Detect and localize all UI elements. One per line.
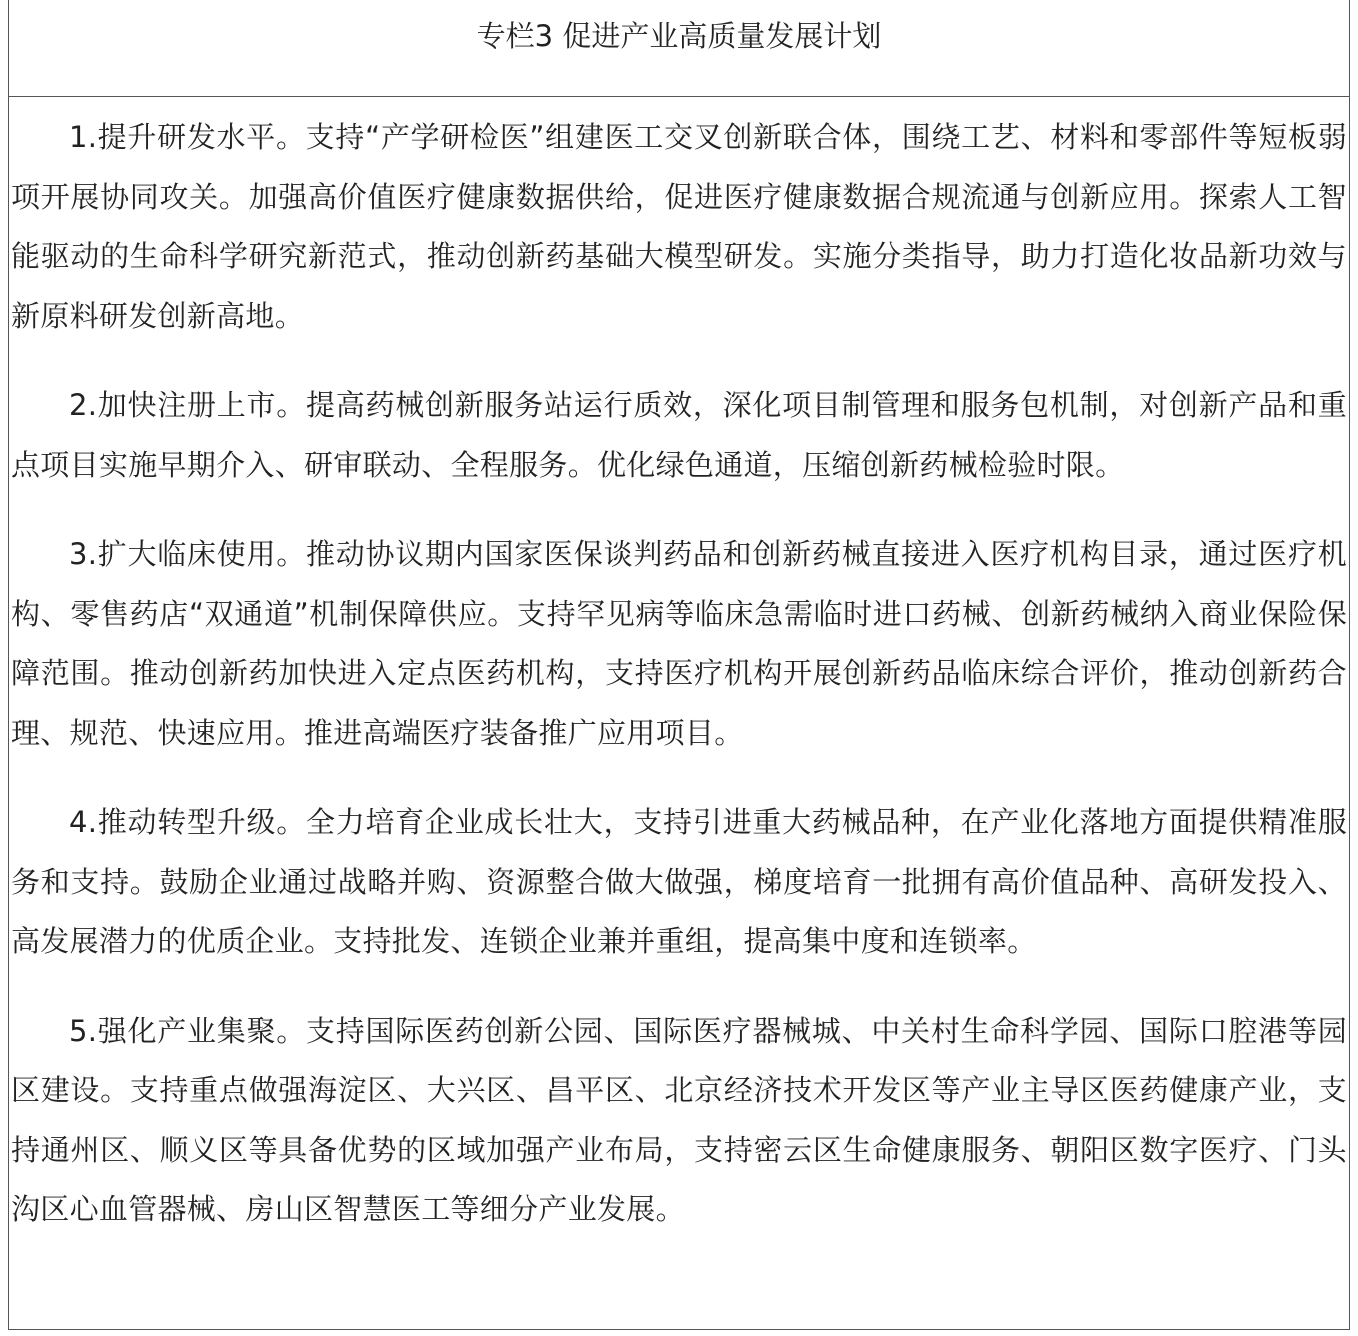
box-body [9, 108, 1349, 1240]
paragraph-industry-cluster: 5.强化产业集聚。支持国际医药创新公园、国际医疗器械城、中关村生命科学园、国际口腔港等园区建设。支持重点做强海淀区、大兴区、昌平区、北京经济技术开发区等产业主导区医药健康产业，支持通州区、顺义区等具备优势的区域加强产业布局，支持密云区生命健康服务、朝阳区数字医疗、门头沟区心血管器械、房山区智慧医工等细分产业发展。 [11, 1013, 1347, 1226]
paragraph-registration: 2.加快注册上市。提高药械创新服务站运行质效，深化项目制管理和服务包机制，对创新产品和重点项目实施早期介入、研审联动、全程服务。优化绿色通道，压缩创新药械检验时限。 [11, 388, 1347, 482]
box-title: 专栏3 促进产业高质量发展计划 [9, 0, 1349, 97]
paragraph-transformation: 4.推动转型升级。全力培育企业成长壮大，支持引进重大药械品种，在产业化落地方面提供精准服务和支持。鼓励企业通过战略并购、资源整合做大做强，梯度培育一批拥有高价值品种、高研发投入、高发展潜力的优质企业。支持批发、连锁企业兼并重组，提高集中度和连锁率。 [11, 805, 1347, 958]
column-box [8, 0, 1350, 1330]
paragraph-clinical-use: 3.扩大临床使用。推动协议期内国家医保谈判药品和创新药械直接进入医疗机构目录，通过医疗机构、零售药店“双通道”机制保障供应。支持罕见病等临床急需临时进口药械、创新药械纳入商业保险保障范围。推动创新药加快进入定点医药机构，支持医疗机构开展创新药品临床综合评价，推动创新药合理、规范、快速应用。推进高端医疗装备推广应用项目。 [11, 537, 1347, 750]
paragraph-research: 1.提升研发水平。支持“产学研检医”组建医工交叉创新联合体，围绕工艺、材料和零部件等短板弱项开展协同攻关。加强高价值医疗健康数据供给，促进医疗健康数据合规流通与创新应用。探索人工智能驱动的生命科学研究新范式，推动创新药基础大模型研发。实施分类指导，助力打造化妆品新功效与新原料研发创新高地。 [11, 120, 1347, 333]
